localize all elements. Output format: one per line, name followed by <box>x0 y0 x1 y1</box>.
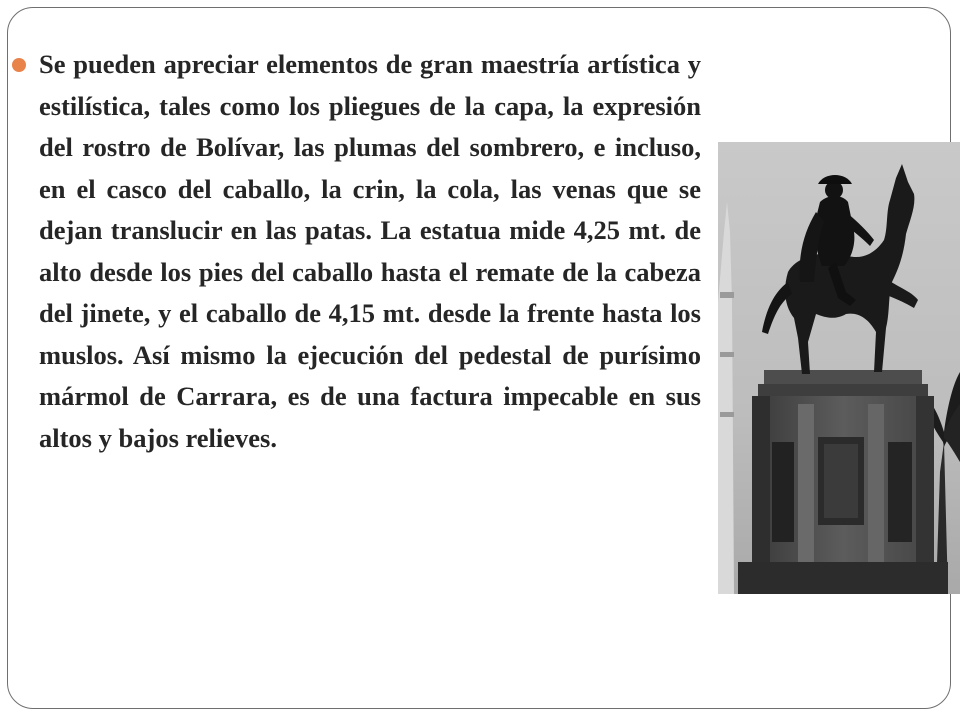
bullet-icon <box>12 58 26 72</box>
body-paragraph: Se pueden apreciar elementos de gran maestría artística y estilística, tales como los pliegues de la capa, la expresión del rostro de Bolívar, las plumas del sombrero, e incluso, en el casco del caballo, la crin, la cola, las venas que se dejan translucir en las patas. La estatua mide 4,25 mt. de alto desde los pies del caballo hasta el remate de la cabeza del jinete, y el caballo de 4,15 mt. desde la frente hasta los muslos. Así mismo la ejecución del pedestal de purísimo mármol de Carrara, es de una factura impecable en sus altos y bajos relieves. <box>39 49 701 453</box>
statue-photo <box>718 142 960 594</box>
equestrian-statue-image <box>718 142 960 594</box>
